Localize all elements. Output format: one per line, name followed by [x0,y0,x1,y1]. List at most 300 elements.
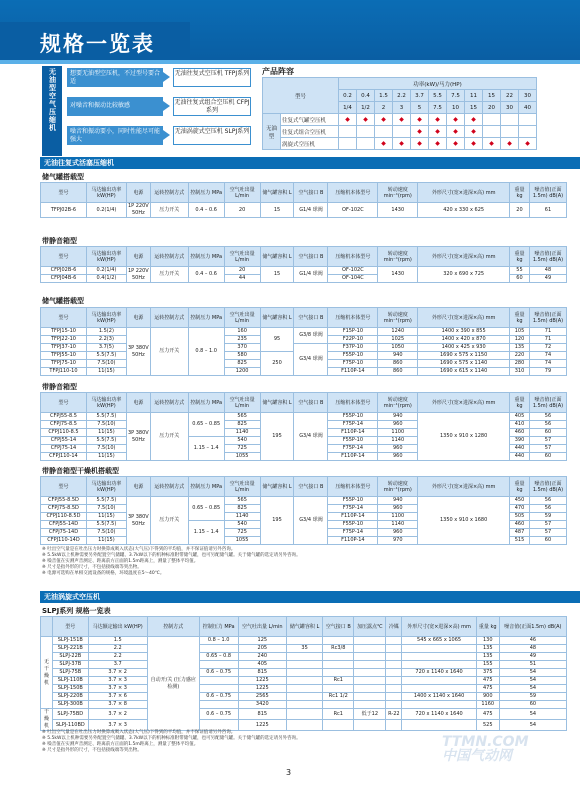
spec-header-cell: 储气罐容积 L [260,183,294,203]
lineup-kw-cell: 5.5 [429,90,447,102]
table-cell: 420 x 330 x 625 [418,203,510,218]
table-cell: 825 [224,505,260,513]
table-cell: CFPJ75-8.5 [41,421,87,429]
table-cell: 1.5(2) [86,328,126,336]
spec-header-cell: 压缩机本体型号 [328,477,378,497]
table-cell: SLPJ-75B [53,669,89,677]
subsection-tank-title-2: 储气罐搭载型 [42,297,84,305]
table-cell: 49 [499,653,566,661]
table-cell: 900 [476,693,499,701]
table-cell: 5.5(7.5) [86,413,126,421]
table-cell: 11(15) [86,429,126,437]
table-cell [199,685,238,693]
table-cell: 370 [224,344,260,352]
lineup-header-row [263,78,537,90]
overview-series-3: 无油涡旋式空压机 SLPJ系列 [173,126,251,145]
table-cell: 3.7 × 3 [88,677,147,685]
table-cell: 725 [224,529,260,537]
table-cell [323,669,354,677]
table-cell [323,637,354,645]
table-cell: 3.7 × 3 [88,720,147,731]
spec-header-cell: 储气罐容积 L [260,477,294,497]
diamond-mark-icon: ◆ [435,140,440,147]
table-cell: 5.5(7.5) [86,497,126,505]
table-cell: Rc3/8 [323,645,354,653]
table-cell: 0.4 – 0.6 [188,267,224,283]
lineup-mark-cell [465,126,483,138]
table-cell: 0.65 – 0.85 [188,497,224,521]
arrow-right-icon [163,101,170,111]
spec-header-cell: 马达输出功率 kW(HP) [86,477,126,497]
table-cell: 155 [476,661,499,669]
notes-recip [42,547,562,577]
table-tfpj-small [40,182,567,218]
lineup-kw-cell: 2.2 [393,90,411,102]
note-line: ※ 尺寸是指外形的尺寸，不包括接线端等突出物。 [42,748,142,753]
table-cell: G1/4 球阀 [294,267,328,283]
table-cell: 压力开关 [150,328,188,376]
table-cell [287,709,323,720]
lineup-type-header: 型号 [263,78,339,114]
lineup-mark-cell [411,126,429,138]
table-cell: 0.4 – 0.6 [188,203,224,218]
spec-header-cell: 噪音值(正面1.5m) dB(A) [499,617,566,637]
table-cell: 505 [510,513,530,521]
spec-header-cell: 运转控制方式 [150,393,188,413]
table-cell: 11(15) [86,513,126,521]
table-cell: CFPJ55-14 [41,437,87,445]
lineup-hp-cell: 5 [411,102,429,114]
table-cell: 1.15 – 1.4 [188,521,224,545]
diamond-mark-icon: ◆ [435,128,440,135]
table-cell: CFPJ110-14D [41,537,87,545]
spec-header-cell: 加压露点℃ [354,617,386,637]
table-cell: F15P-10 [328,328,378,336]
table-cell: 1430 [378,267,418,283]
spec-header-cell: 储气罐容积 L [260,393,294,413]
spec-header-cell: 型号 [41,308,87,328]
table-cell: CFPJ75-14D [41,529,87,537]
table-cfpj-small [40,246,567,283]
spec-header-cell: 冷媒 [386,617,402,637]
spec-header-row [41,617,567,637]
table-row [41,645,567,653]
table-cell [287,653,323,661]
table-cell: F22P-10 [328,336,378,344]
table-cell: 74 [529,360,566,368]
table-cell: 825 [224,421,260,429]
table-cell: 940 [378,497,418,505]
spec-header-cell: 噪音值(正面1.5m) dB(A) [529,308,566,328]
table-cell: 440 [510,445,530,453]
lineup-mark-cell [465,114,483,126]
table-cell: 0.6 – 0.75 [199,669,238,677]
table-row [41,693,567,701]
table-row [41,709,567,720]
lineup-row [263,138,537,150]
table-cell: 1350 x 910 x 1680 [418,497,510,545]
table-cell: 970 [378,537,418,545]
table-cell: 1690 x 575 x 1150 [418,352,510,360]
lineup-kw-cell: 0.4 [357,90,375,102]
table-cell [386,677,402,685]
table-cell: 1100 [378,429,418,437]
table-cell: 1400 x 1140 x 1640 [402,693,476,701]
lineup-mark-cell [339,126,357,138]
spec-header-cell: 重量 kg [510,308,530,328]
table-cell [287,720,323,731]
spec-header-cell: 外形尺寸(宽×进深×高) mm [402,617,476,637]
table-cell: 7.5(10) [86,421,126,429]
table-cell: 235 [224,336,260,344]
table-cell: 54 [499,677,566,685]
table-cell: 1690 x 575 x 1140 [418,360,510,368]
table-cell: CFPJ110-8.5D [41,513,87,521]
table-cell: 125 [238,637,287,645]
table-cell: 59 [529,513,566,521]
spec-header-row [41,393,567,413]
spec-header-cell: 电源 [126,308,150,328]
table-cell [386,661,402,669]
lineup-title: 产品阵容 [262,67,294,76]
table-cell: 49 [529,275,566,283]
spec-header-cell: 电源 [126,183,150,203]
table-cell: 960 [378,421,418,429]
table-cell: 1050 [378,344,418,352]
table-cell [323,661,354,669]
table-cell: 3.7 [88,661,147,669]
table-cell: TFPJ37-10 [41,344,87,352]
overview-series-2: 无油往复式组合空压机 CFPJ系列 [174,99,250,114]
table-cell: F75P-14 [328,529,378,537]
table-cell: CFPJ02B-6 [41,267,87,275]
table-cell: SLPJ-75BD [53,709,89,720]
table-cell: 405 [510,413,530,421]
spec-header-cell: 空气接口 B [294,393,328,413]
spec-header-cell: 转动速度 min⁻¹(rpm) [378,247,418,267]
lineup-hp-cell: 2 [375,102,393,114]
spec-header-cell: 控制压力 MPa [188,477,224,497]
table-cell: 57 [529,521,566,529]
lineup-mark-cell [375,126,393,138]
spec-header-cell: 型号 [53,617,89,637]
table-row [41,203,567,218]
spec-header-cell: 空气吐出量 L/min [224,247,260,267]
table-cell: F110P-14 [328,368,378,376]
table-cell: 460 [510,429,530,437]
lineup-hp-cell: 3 [393,102,411,114]
spec-header-cell: 外形尺寸(宽×进深×高) mm [418,393,510,413]
table-cell: 15 [260,203,294,218]
table-cell: 11(15) [86,453,126,461]
table-row [41,669,567,677]
page-title: 规格一览表 [40,32,155,56]
spec-header-cell: 空气接口 B [294,308,328,328]
diamond-mark-icon: ◆ [399,140,404,147]
table-cell: 135 [510,344,530,352]
spec-header-cell: 转动速度 min⁻¹(rpm) [378,477,418,497]
table-cell: F110P-14 [328,513,378,521]
table-cell: 725 [224,445,260,453]
lineup-kw-cell: 3.7 [411,90,429,102]
table-row [41,413,567,421]
table-cell: 960 [378,529,418,537]
table-cell: F55P-10 [328,437,378,445]
overview-desc-1: 想要无油型空压机，不过型号要合适 [67,68,163,87]
table-cell: 1690 x 615 x 1140 [418,368,510,376]
spec-header-cell: 储气罐容积 L [260,308,294,328]
arrow-right-icon [163,130,170,140]
table-cell: 815 [238,669,287,677]
lineup-hp-cell: 10 [447,102,465,114]
table-cell: 1160 [476,701,499,709]
table-cell: SLPJ-22B [53,653,89,661]
table-cell [386,669,402,677]
lineup-mark-cell [447,138,465,150]
table-cell: G3/4 球阀 [294,344,328,376]
spec-header-cell: 空气吐出量 L/min [224,308,260,328]
overview-series-1: 无油往复式空压机 TFPJ系列 [173,68,251,87]
table-cell: 540 [224,521,260,529]
table-cell: 7.5(10) [86,505,126,513]
note-line: ※ 吐出空气量是在吐出压力时换算成吸入状态(大气压)下得到的平均值，并不保证值请另外咨询。 [42,730,236,735]
table-cell: 0.65 – 0.8 [199,653,238,661]
table-cell: 960 [378,453,418,461]
table-tfpj-large [40,307,567,376]
spec-header-cell: 马达输出功率 kW(HP) [86,247,126,267]
table-cell: 56 [529,413,566,421]
table-cell: Rc1 [323,709,354,720]
table-cell: 1200 [224,368,260,376]
diamond-mark-icon: ◆ [417,116,422,123]
table-cell: 7.5(10) [86,360,126,368]
table-cell: 460 [510,521,530,529]
lineup-mark-cell [447,114,465,126]
table-cell [323,720,354,731]
lineup-mark-cell [339,114,357,126]
title-stripe [0,60,580,64]
table-cell: 860 [378,360,418,368]
spec-header-cell: 控制压力 MPa [188,393,224,413]
table-cell: 135 [476,653,499,661]
table-cell: 60 [529,453,566,461]
page-number: 3 [286,768,292,777]
lineup-kw-cell: 0.2 [339,90,357,102]
table-cell: SLPJ-151B [53,637,89,645]
lineup-mark-cell [465,138,483,150]
table-row [41,720,567,731]
table-cell: 3.7 × 8 [88,701,147,709]
lineup-mark-cell [411,138,429,150]
lineup-hp-cell: 15 [465,102,483,114]
spec-header-row [41,247,567,267]
table-cell [354,653,386,661]
lineup-row-name: 往复式组合空压机 [281,126,339,138]
table-cell: 1P 220V 50Hz [127,267,149,281]
table-cell: 54 [499,669,566,677]
arrow-right-icon [163,72,170,82]
lineup-row [263,114,537,126]
table-cell: OF-104C [328,275,378,283]
table-row [41,677,567,685]
table-cell: CFPJ55-14D [41,521,87,529]
table-cell: TFPJ15-10 [41,328,87,336]
table-cell: 7.5(10) [86,445,126,453]
diamond-mark-icon: ◆ [471,140,476,147]
lineup-mark-cell [429,126,447,138]
table-cell: 54 [499,720,566,731]
table-cell: SLPJ-110BD [53,720,89,731]
table-cell [354,669,386,677]
section-recip-bar: 无油往复式活塞压缩机 [40,157,580,169]
diamond-mark-icon: ◆ [435,116,440,123]
table-cell [402,685,476,693]
table-cell: 1055 [224,537,260,545]
note-line: ※ 噪音值在实测声音测定、距离前方正面的1.5m距离上，测量了整体平均值。 [42,742,199,747]
table-cell [199,677,238,685]
table-cell: 3.7 × 3 [88,685,147,693]
table-cell: CFPJ04B-6 [41,275,87,283]
table-cell: 515 [510,537,530,545]
table-cell [287,693,323,701]
table-cell: 375 [476,669,499,677]
lineup-mark-cell [429,114,447,126]
spec-header-cell: 重量 kg [510,183,530,203]
table-row [41,328,567,336]
table-cfpj-dryer [40,476,567,545]
table-cell [354,661,386,669]
table-cell [386,685,402,693]
diamond-mark-icon: ◆ [381,116,386,123]
table-cell: 59 [499,693,566,701]
table-cell: 580 [224,352,260,360]
table-cell: 57 [529,437,566,445]
table-cell: SLPJ-110B [53,677,89,685]
lineup-mark-cell [483,138,501,150]
spec-header-cell: 外形尺寸(宽×进深×高) mm [418,477,510,497]
diamond-mark-icon: ◆ [363,116,368,123]
table-cell [287,701,323,709]
table-cell: 0.6 – 0.75 [199,709,238,720]
diamond-mark-icon: ◆ [453,116,458,123]
table-cell: 1240 [378,328,418,336]
subsection-dryer-title: 带静音箱型干燥机搭载型 [42,467,119,475]
table-cell [386,701,402,709]
table-cell: 105 [510,328,530,336]
table-row [41,653,567,661]
spec-header-cell: 储气罐容积 L [260,247,294,267]
table-cell: 60 [529,429,566,437]
table-cell [402,653,476,661]
overview-desc-2: 对噪音和振动比较敏感 [67,97,163,116]
spec-header-cell: 控制方式 [147,617,199,637]
table-row [41,497,567,505]
table-cell: 1225 [238,677,287,685]
table-cell: 195 [260,497,294,545]
note-line: ※ 5.5kW以上机种需要另外配置空气储罐、3.7kW以下的机种标准附带储气罐，也可另配储气罐。关于储气罐的选定请另外咨询。 [42,736,301,741]
table-row [41,637,567,645]
table-cell: 2.2 [88,653,147,661]
table-cell: 940 [378,413,418,421]
table-cell: 1055 [224,453,260,461]
spec-header-cell: 控制压力 MPa [188,183,224,203]
table-cell [402,677,476,685]
table-cell: 60 [499,701,566,709]
lineup-mark-cell [519,114,537,126]
table-cell: 56 [529,421,566,429]
table-cell: 1225 [238,720,287,731]
spec-header-cell: 马达额定输出 kW(HP) [88,617,147,637]
lineup-row-name: 往复式气罐空压机 [281,114,339,126]
lineup-row-name: 涡旋式空压机 [281,138,339,150]
table-cell: CFPJ75-14 [41,445,87,453]
table-cell: CFPJ55-8.5 [41,413,87,421]
table-cell: 5.5(7.5) [86,437,126,445]
lineup-mark-cell [447,126,465,138]
table-cell: 71 [529,336,566,344]
diamond-mark-icon: ◆ [453,140,458,147]
spec-header-cell: 重量 kg [510,393,530,413]
table-cell: 475 [476,685,499,693]
lineup-mark-cell [357,126,375,138]
lineup-mark-cell [519,138,537,150]
category-label-text: 无油型空气压缩机 [48,68,57,132]
lineup-mark-cell [375,114,393,126]
table-cell [199,661,238,669]
table-cell: 250 [260,352,294,376]
diamond-mark-icon: ◆ [417,128,422,135]
spec-header-blank [41,617,53,637]
table-cell: 3P 380V 50Hz [126,497,150,545]
lineup-mark-cell [483,126,501,138]
lineup-mark-cell [393,114,411,126]
table-cell: 1400 x 390 x 855 [418,328,510,336]
lineup-kw-cell: 1.5 [375,90,393,102]
table-cell: 0.8 – 1.0 [188,328,224,376]
table-cell: 475 [476,709,499,720]
spec-header-cell: 电源 [126,477,150,497]
spec-header-cell: 运转控制方式 [150,477,188,497]
spec-header-cell: 噪音值(正面1.5m) dB(A) [529,393,566,413]
table-cell [354,701,386,709]
table-cell: CFPJ110-8.5 [41,429,87,437]
spec-header-cell: 型号 [41,477,87,497]
table-cell: 160 [224,328,260,336]
spec-header-cell: 型号 [41,247,87,267]
spec-header-cell: 空气吐出量 L/min [224,183,260,203]
spec-header-cell: 转动速度 min⁻¹(rpm) [378,183,418,203]
table-cell: 440 [510,453,530,461]
spec-header-cell: 电源 [126,393,150,413]
lineup-kw-cell: 15 [483,90,501,102]
table-cell: 3.7 × 6 [88,693,147,701]
table-cell: 5.5(7.5) [86,352,126,360]
table-cell: 220 [510,352,530,360]
spec-header-row [41,477,567,497]
lineup-hp-cell: 40 [519,102,537,114]
table-cell: F75P-14 [328,421,378,429]
table-cell: 320 x 690 x 725 [418,267,510,283]
watermark-logo: TTMN.COM 中国气动网 [442,734,529,764]
spec-header-cell: 运转控制方式 [150,308,188,328]
table-cell: 0.4(1/2) [86,275,126,283]
table-cell: 11(15) [86,368,126,376]
table-cell: 79 [529,368,566,376]
table-cfpj-large [40,392,567,461]
table-cell [323,653,354,661]
spec-header-cell: 型号 [41,183,87,203]
table-cell: 1P 220V 50Hz [127,203,149,216]
